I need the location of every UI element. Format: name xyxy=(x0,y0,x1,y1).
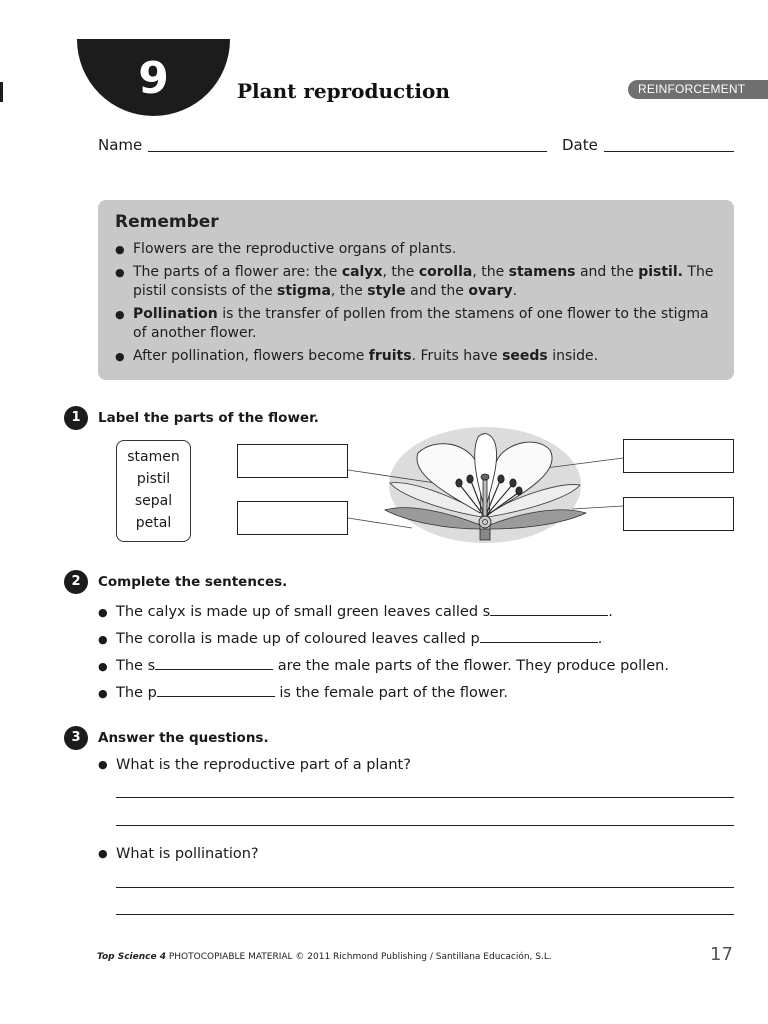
label-box-bottom-right[interactable] xyxy=(623,497,734,531)
question-2: ● What is pollination? xyxy=(98,846,259,862)
sentence-list xyxy=(98,599,738,707)
answer-line[interactable] xyxy=(116,887,734,888)
date-label: Date xyxy=(562,136,598,154)
label-box-top-left[interactable] xyxy=(237,444,348,478)
remember-box xyxy=(98,200,734,380)
reinforcement-badge: REINFORCEMENT xyxy=(628,80,768,99)
question-1: ● What is the reproductive part of a plant? xyxy=(98,757,411,773)
blank-field[interactable] xyxy=(480,629,598,643)
sentence-item: ● The calyx is made up of small green leaves called s . xyxy=(98,599,738,626)
exercise-1-title: Label the parts of the flower. xyxy=(98,410,319,426)
exercise-3-title: Answer the questions. xyxy=(98,730,269,746)
remember-item: ● The parts of a flower are: the calyx, the corolla, the stamens and the pistil. The pistil consists of the stigma, the style and the ovary. xyxy=(115,263,720,301)
blank-field[interactable] xyxy=(157,683,275,697)
remember-item: ● Pollination is the transfer of pollen from the stamens of one flower to the stigma of another flower. xyxy=(115,305,720,343)
blank-field[interactable] xyxy=(155,656,273,670)
sentence-item: ● The corolla is made up of coloured leaves called p . xyxy=(98,626,738,653)
side-mark xyxy=(0,82,3,102)
stem xyxy=(480,529,490,540)
pistil xyxy=(483,480,487,520)
page-number: 17 xyxy=(710,944,733,965)
exercise-2-title: Complete the sentences. xyxy=(98,574,288,590)
sentence-item: ● The p is the female part of the flower. xyxy=(98,680,738,707)
word-petal: petal xyxy=(135,515,172,531)
unit-tab xyxy=(77,39,230,116)
word-bank xyxy=(116,440,191,542)
remember-title: Remember xyxy=(115,212,219,232)
blank-field[interactable] xyxy=(490,602,608,616)
date-field[interactable] xyxy=(604,151,734,152)
word-pistil: pistil xyxy=(136,471,171,487)
sentence-item: ● The s are the male parts of the flower. They produce pollen. xyxy=(98,653,738,680)
page-title: Plant reproduction xyxy=(237,79,450,103)
flower-diagram xyxy=(340,425,630,550)
answer-line[interactable] xyxy=(116,797,734,798)
answer-line[interactable] xyxy=(116,914,734,915)
exercise-3-number: 3 xyxy=(64,726,88,750)
unit-number: 9 xyxy=(138,53,169,104)
label-box-bottom-left[interactable] xyxy=(237,501,348,535)
exercise-1-number: 1 xyxy=(64,406,88,430)
remember-list xyxy=(115,240,720,370)
stigma xyxy=(481,474,489,480)
word-stamen: stamen xyxy=(127,449,180,465)
remember-item: ● Flowers are the reproductive organs of plants. xyxy=(115,240,720,259)
ovary xyxy=(479,516,491,528)
name-field[interactable] xyxy=(148,151,547,152)
answer-line[interactable] xyxy=(116,825,734,826)
footer-copyright: Top Science 4 PHOTOCOPIABLE MATERIAL © 2011 Richmond Publishing / Santillana Educación, S.L. xyxy=(97,952,552,962)
word-sepal: sepal xyxy=(134,493,173,509)
label-box-top-right[interactable] xyxy=(623,439,734,473)
remember-item: ● After pollination, flowers become fruits. Fruits have seeds inside. xyxy=(115,347,720,366)
name-label: Name xyxy=(98,136,143,154)
exercise-2-number: 2 xyxy=(64,570,88,594)
